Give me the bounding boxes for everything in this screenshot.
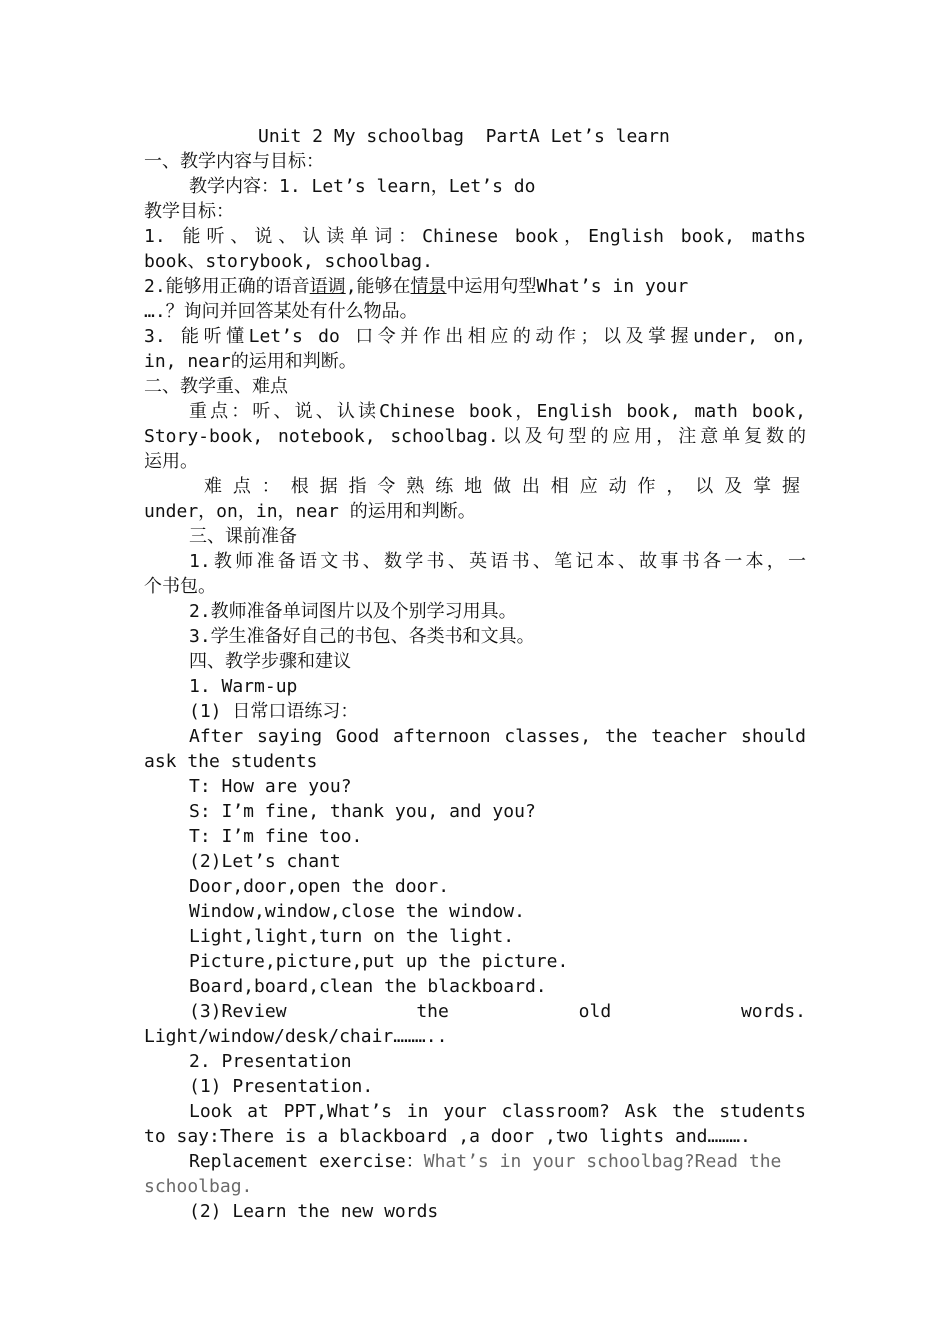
text-run: (3)Review bbox=[189, 1001, 287, 1022]
paragraph-line: 教学目标： bbox=[144, 201, 234, 222]
paragraph-line: book、storybook, schoolbag. bbox=[144, 251, 433, 272]
step-heading: 2. Presentation bbox=[189, 1051, 352, 1072]
paragraph-line: (2)Let’s chant bbox=[189, 851, 341, 872]
paragraph-line: Light/window/desk/chair……….. bbox=[144, 1026, 448, 1047]
paragraph-line: 运用。 bbox=[144, 451, 198, 472]
dialogue-line: T: How are you? bbox=[189, 776, 352, 797]
chant-line: Light,light,turn on the light. bbox=[189, 926, 515, 947]
paragraph-line: 个书包。 bbox=[144, 576, 216, 597]
underlined-term: 语调 bbox=[309, 276, 346, 297]
paragraph-line bbox=[189, 999, 806, 1024]
chant-line: Door,door,open the door. bbox=[189, 876, 450, 897]
paragraph-line: 教学内容：1. Let’s learn，Let’s do bbox=[189, 176, 536, 197]
section-heading: 二、教学重、难点 bbox=[144, 376, 288, 397]
paragraph-line: After saying Good afternoon classes, the teacher should bbox=[189, 726, 806, 747]
paragraph-line: 3.学生准备好自己的书包、各类书和文具。 bbox=[189, 626, 535, 647]
paragraph-line: (2) Learn the new words bbox=[189, 1201, 439, 1222]
section-heading: 四、教学步骤和建议 bbox=[189, 651, 351, 672]
paragraph-line: Look at PPT,What’s in your classroom? Ask the students bbox=[189, 1101, 806, 1122]
step-heading: 1. Warm-up bbox=[189, 676, 298, 697]
text-run: Replacement exercise： bbox=[189, 1151, 424, 1172]
underlined-term: 情景 bbox=[410, 276, 447, 297]
paragraph-line: (1) Presentation. bbox=[189, 1076, 374, 1097]
paragraph-line: 重点：听、说、认读Chinese book，English book, math book, bbox=[189, 401, 806, 422]
chant-line: Picture,picture,put up the picture. bbox=[189, 951, 569, 972]
paragraph-line bbox=[144, 274, 806, 299]
paragraph-line: 2.教师准备单词图片以及个别学习用具。 bbox=[189, 601, 517, 622]
paragraph-line: 难点：根据指令熟练地做出相应动作，以及掌握 bbox=[204, 476, 806, 497]
chant-line: Board,board,clean the blackboard. bbox=[189, 976, 547, 997]
paragraph-line: 1. 能听、说、认读单词：Chinese book，English book, maths bbox=[144, 226, 806, 247]
paragraph-line: 3. 能听懂Let’s do 口令并作出相应的动作；以及掌握under, on, bbox=[144, 326, 806, 347]
paragraph-line: schoolbag. bbox=[144, 1176, 253, 1197]
paragraph-line: ask the students bbox=[144, 751, 318, 772]
dialogue-line: T: I’m fine too. bbox=[189, 826, 363, 847]
paragraph-line: 1.教师准备语文书、数学书、英语书、笔记本、故事书各一本，一 bbox=[189, 551, 806, 572]
section-heading: 一、教学内容与目标： bbox=[144, 151, 324, 172]
paragraph-line: under，on，in，near 的运用和判断。 bbox=[144, 501, 476, 522]
chant-line: Window,window,close the window. bbox=[189, 901, 525, 922]
text-run: ,能够在 bbox=[345, 276, 411, 297]
dialogue-line: S: I’m fine, thank you, and you? bbox=[189, 801, 536, 822]
doc-title: Unit 2 My schoolbag PartA Let’s learn bbox=[258, 126, 670, 147]
text-run: 2.能够用正确的语音 bbox=[144, 276, 310, 297]
gray-text-run: What’s in your schoolbag?Read the bbox=[423, 1151, 782, 1172]
paragraph-line: (1) 日常口语练习： bbox=[189, 701, 359, 722]
text-run: old bbox=[578, 1001, 612, 1022]
text-run: the bbox=[416, 1001, 449, 1022]
paragraph-line bbox=[189, 1149, 806, 1174]
paragraph-line: in, near的运用和判断。 bbox=[144, 351, 357, 372]
paragraph-line: to say:There is a blackboard ,a door ,two lights and………. bbox=[144, 1126, 751, 1147]
section-heading: 三、课前准备 bbox=[189, 526, 297, 547]
text-run: words. bbox=[740, 1001, 806, 1022]
paragraph-line: Story-book, notebook, schoolbag.以及句型的应用，注意单复数的 bbox=[144, 426, 806, 447]
text-run: 中运用句型What’s in your bbox=[446, 276, 689, 297]
paragraph-line: ….？询问并回答某处有什么物品。 bbox=[144, 301, 418, 322]
